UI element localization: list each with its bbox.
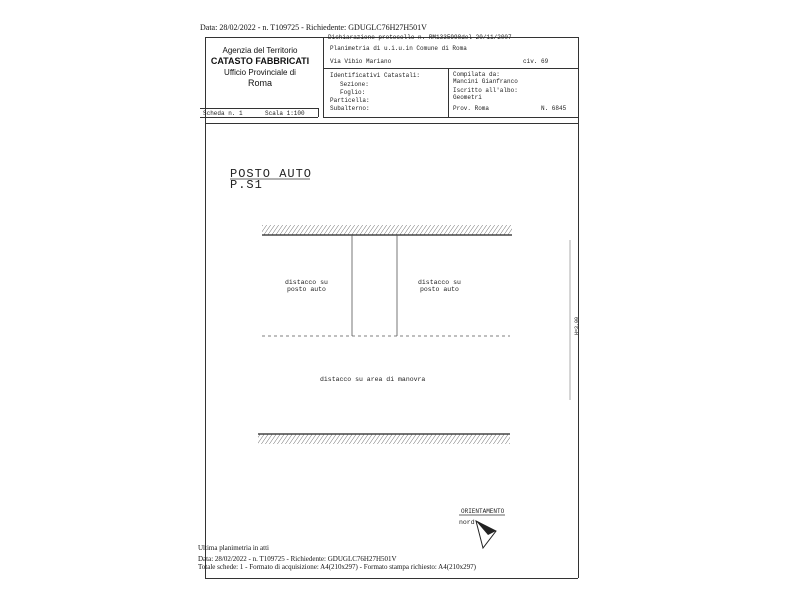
province-text: Prov. Roma <box>453 105 490 112</box>
agency-city: Roma <box>247 78 272 88</box>
subalterno-label: Subalterno: <box>330 105 370 112</box>
compilatore-name: Mancini Gianfranco <box>453 78 518 85</box>
maneuver-area-label: distacco su area di manovra <box>320 376 426 383</box>
right-space-label-line2: posto auto <box>419 286 459 293</box>
left-space-label-line2: posto auto <box>286 286 326 293</box>
plan-floor: P.S1 <box>230 178 263 192</box>
last-plan-note: Ultima planimetria in atti <box>198 544 269 552</box>
top-wall <box>262 225 512 235</box>
scala-label: Scala 1:100 <box>265 110 305 117</box>
particella-label: Particella: <box>330 97 370 104</box>
agency-catasto: CATASTO FABBRICATI <box>210 56 310 66</box>
compilata-label: Compilata da: <box>453 71 500 78</box>
left-space-label-line1: distacco su <box>285 279 328 286</box>
bottom-wall <box>258 434 510 444</box>
sezione-label: Sezione: <box>340 81 369 88</box>
declaration-text: Dichiarazione protocollo n. RM1335998del 20/11/2007 <box>328 34 512 41</box>
foglio-label: Foglio: <box>340 89 366 96</box>
left-space-label <box>285 279 328 293</box>
top-request-line: Data: 28/02/2022 - n. T109725 - Richiedente: GDUGLC76H27H501V <box>200 23 427 32</box>
scheda-label: Scheda n. 1 <box>203 110 243 117</box>
orientation-label: ORIENTAMENTO <box>461 508 505 515</box>
plan-title: POSTO AUTO <box>230 167 313 181</box>
footer-request-line: Data: 28/02/2022 - n. T109725 - Richiedente: GDUGLC76H27H501V <box>198 555 397 563</box>
agency-name: Agenzia del Territorio <box>222 46 298 55</box>
civic-number: civ. 69 <box>523 58 549 65</box>
agency-office: Ufficio Provinciale di <box>224 68 296 77</box>
side-height-mark: H=3,00 <box>574 316 580 335</box>
iscritto-label: Iscritto all'albo: <box>453 87 518 94</box>
north-label: nord <box>459 519 475 526</box>
right-space-label-line1: distacco su <box>418 279 461 286</box>
planimetria-text: Planimetria di u.i.u.in Comune di Roma <box>330 45 467 52</box>
registration-number: N. 6845 <box>541 105 567 112</box>
identificativi-label: Identificativi Catastali: <box>330 72 421 79</box>
albo-value: Geometri <box>453 94 482 101</box>
address-text: Via Vibio Mariano <box>330 58 392 65</box>
footer-format-line: Totale schede: 1 - Formato di acquisizione: A4(210x297) - Formato stampa richiesto: A4(210x297) <box>198 563 476 571</box>
right-space-label <box>418 279 461 293</box>
